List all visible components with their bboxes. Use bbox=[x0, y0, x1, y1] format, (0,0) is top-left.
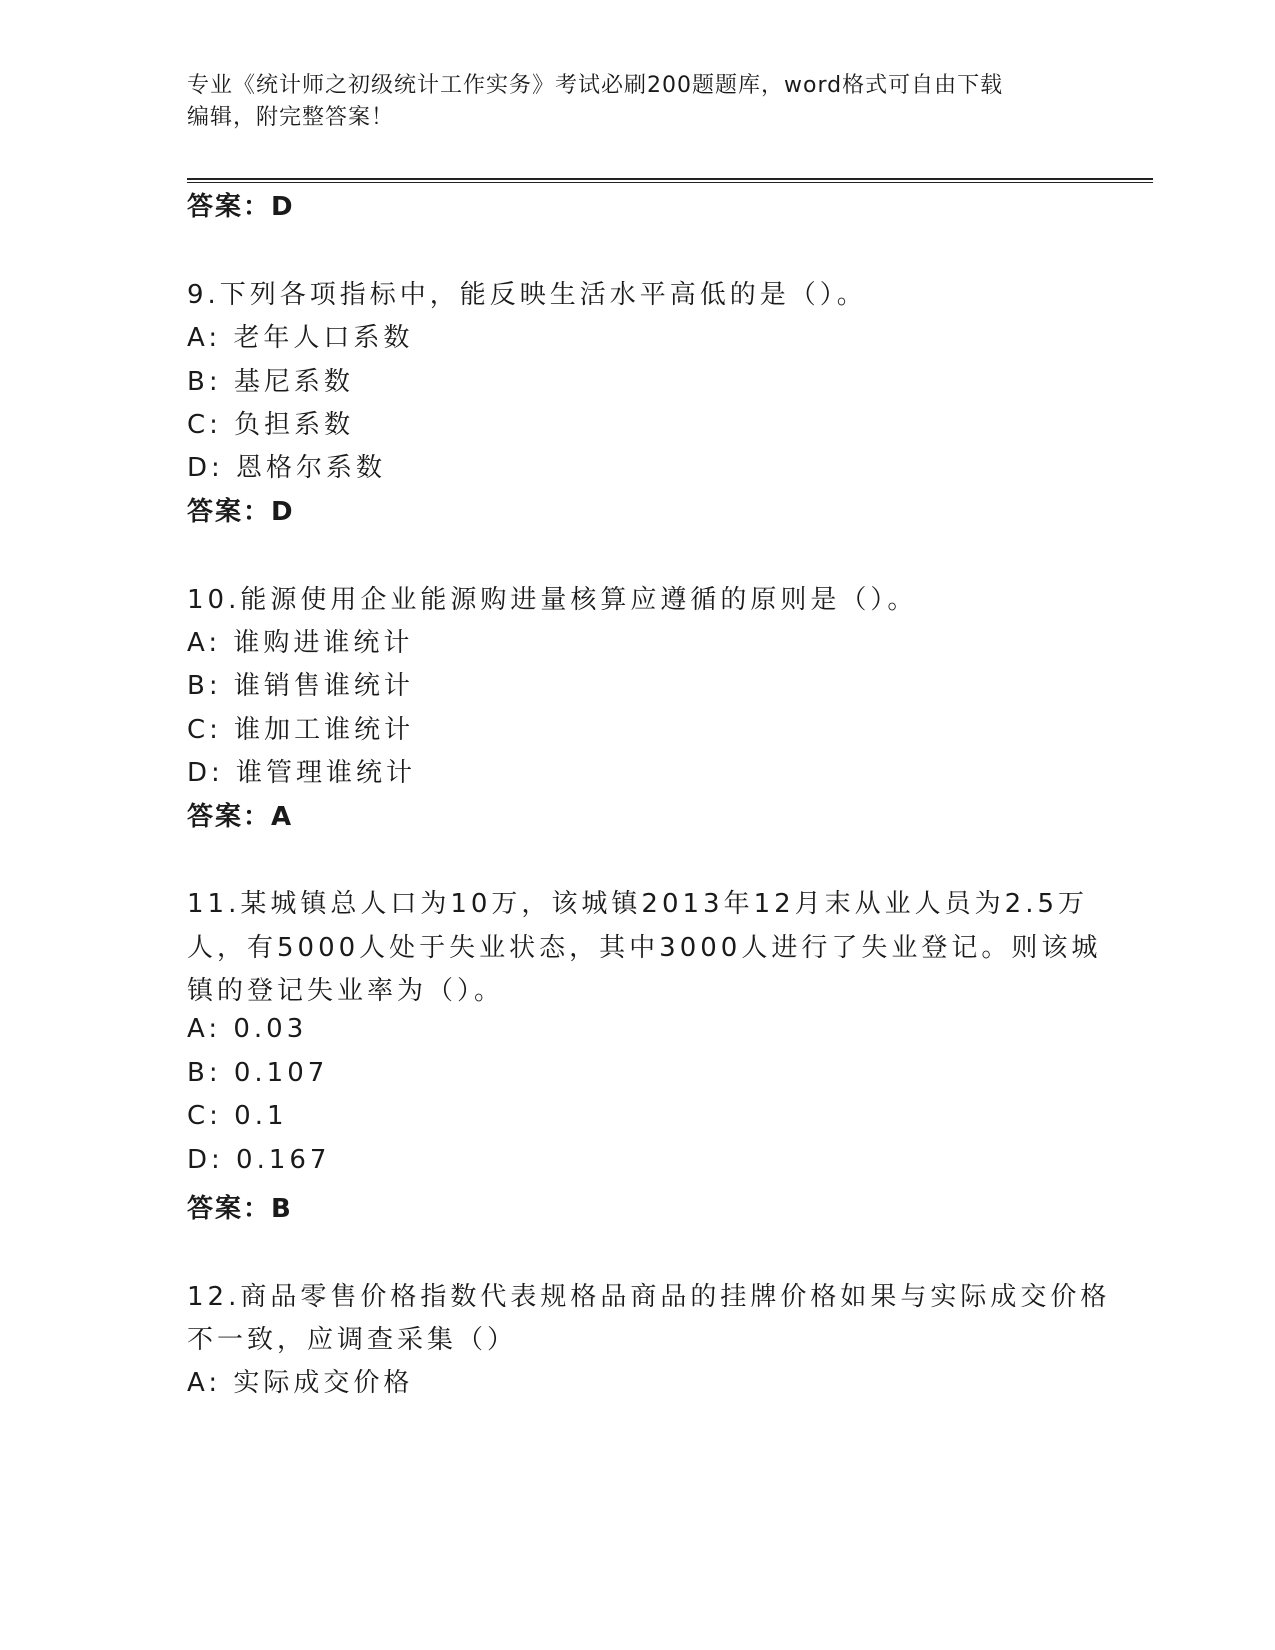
question-10-option-d: D: 谁管理谁统计 bbox=[187, 758, 417, 788]
question-11-text-line-2: 人，有5000人处于失业状态，其中3000人进行了失业登记。则该城 bbox=[187, 933, 1102, 963]
question-11-text-line-1: 11.某城镇总人口为10万，该城镇2013年12月末从业人员为2.5万 bbox=[187, 889, 1089, 919]
question-10-option-c: C: 谁加工谁统计 bbox=[187, 715, 415, 745]
question-10-text: 10.能源使用企业能源购进量核算应遵循的原则是（）。 bbox=[187, 585, 918, 615]
question-11-option-b: B: 0.107 bbox=[187, 1058, 329, 1088]
question-11-option-a: A: 0.03 bbox=[187, 1014, 308, 1044]
question-11-option-d: D: 0.167 bbox=[187, 1145, 331, 1175]
header-line-1: 专业《统计师之初级统计工作实务》考试必刷200题题库，word格式可自由下载 bbox=[187, 73, 1004, 98]
question-10-option-a: A: 谁购进谁统计 bbox=[187, 628, 414, 658]
question-11-option-c: C: 0.1 bbox=[187, 1101, 288, 1131]
question-10-option-b: B: 谁销售谁统计 bbox=[187, 671, 414, 701]
question-9-option-c: C: 负担系数 bbox=[187, 410, 355, 440]
question-9-option-d: D: 恩格尔系数 bbox=[187, 453, 387, 483]
question-11-text-line-3: 镇的登记失业率为（）。 bbox=[187, 976, 505, 1006]
answer-line: 答案：D bbox=[187, 192, 295, 222]
question-9-option-b: B: 基尼系数 bbox=[187, 367, 354, 397]
document-header bbox=[187, 70, 1067, 134]
question-9-answer: 答案：D bbox=[187, 497, 295, 527]
question-11-answer: 答案：B bbox=[187, 1194, 293, 1224]
question-12-text-line-1: 12.商品零售价格指数代表规格品商品的挂牌价格如果与实际成交价格 bbox=[187, 1282, 1111, 1312]
question-12-text-line-2: 不一致，应调查采集（） bbox=[187, 1325, 518, 1355]
question-9-option-a: A: 老年人口系数 bbox=[187, 323, 414, 353]
header-divider bbox=[187, 178, 1153, 183]
header-line-2: 编辑，附完整答案！ bbox=[187, 105, 395, 130]
question-9-text: 9.下列各项指标中，能反映生活水平高低的是（）。 bbox=[187, 280, 867, 310]
question-12-option-a: A: 实际成交价格 bbox=[187, 1368, 414, 1398]
question-10-answer: 答案：A bbox=[187, 802, 294, 832]
